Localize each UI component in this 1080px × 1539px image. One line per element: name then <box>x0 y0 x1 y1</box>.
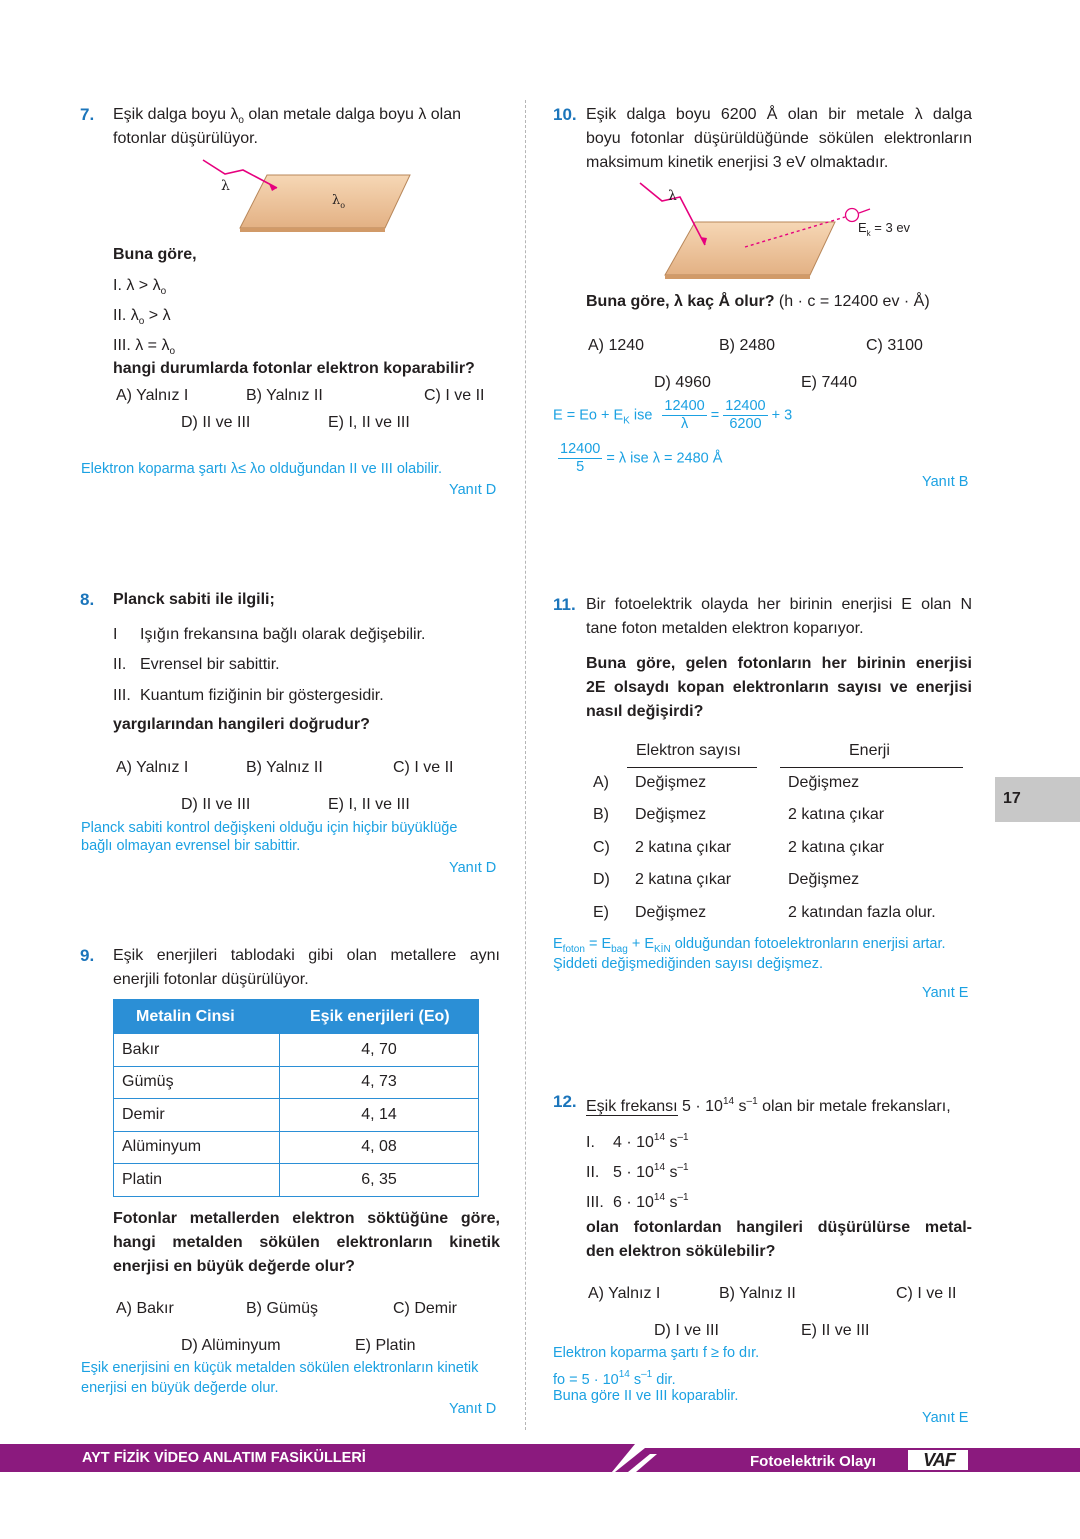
option-e[interactable]: E) Platin <box>355 1337 416 1354</box>
table-row <box>114 1164 479 1197</box>
option-d[interactable]: D) I ve III <box>654 1322 719 1339</box>
solution-line2: Şiddeti değişmediğinden sayısı değişmez. <box>553 956 824 972</box>
table-header: Eşik enerjileri (Eo) <box>280 1000 479 1034</box>
question-text: hangi durumlarda fotonlar elektron koparabilir? <box>113 360 475 377</box>
option-b[interactable]: B) Yalnız II <box>246 387 323 404</box>
option-e-electron-count: Değişmez <box>635 904 707 921</box>
question-number: 9. <box>80 946 95 965</box>
option-a-energy: Değişmez <box>788 774 860 791</box>
header-underline <box>780 767 963 768</box>
question-stem-line2: fotonlar düşürülüyor. <box>113 130 258 147</box>
item-3: III. $6 \cdot 10^{14}$ $s^{-1}$ <box>586 1192 689 1211</box>
solution-line2: bağlı olmayan evrensel bir sabittir. <box>81 838 301 854</box>
photoelectric-figure <box>630 175 930 285</box>
question-stem-line1: Bir fotoelektrik olayda her birinin enerjisi E olan N <box>586 596 972 613</box>
option-d[interactable]: D) II ve III <box>181 796 251 813</box>
answer-label: Yanıt E <box>922 1410 969 1426</box>
header-underline <box>627 767 757 768</box>
threshold-energy-table <box>113 999 479 1197</box>
question-stem-line2: enerjili fotonlar düşürülüyor. <box>113 971 309 988</box>
item-2: II. $5 \cdot 10^{14}$ $s^{-1}$ <box>586 1162 689 1181</box>
option-c-electron-count: 2 katına çıkar <box>635 839 732 856</box>
question-stem: Eşik frekansı $5 \cdot 10^{14}$ $s^{-1}$ olan bir metale frekansları, <box>586 1096 951 1115</box>
footer-series-title: AYT FİZİK VİDEO ANLATIM FASİKÜLLERİ <box>82 1450 366 1466</box>
lambda0-label: $\lambda_o$ <box>332 193 346 210</box>
answer-label: Yanıt E <box>922 985 969 1001</box>
lambda-label: λ <box>668 188 677 204</box>
question-text: yargılarından hangileri doğrudur? <box>113 716 370 733</box>
item-2: II. $\lambda_o > \lambda$ <box>113 307 171 327</box>
question-stem-line1: Eşik dalga boyu 6200 Å olan bir metale λ dalga <box>586 106 972 123</box>
question-number: 11. <box>553 595 576 614</box>
solution-line2: fo = $5 \cdot 10^{14}$ $s^{-1}$ dir. <box>553 1369 676 1388</box>
option-a[interactable]: A) <box>593 774 609 791</box>
table-row <box>114 1131 479 1164</box>
option-e-energy: 2 katından fazla olur. <box>788 904 936 921</box>
electron-icon <box>846 209 859 222</box>
table-cell: Gümüş <box>114 1066 280 1099</box>
question-stem: Planck sabiti ile ilgili; <box>113 591 275 608</box>
option-d[interactable]: D) <box>593 871 610 888</box>
solution-line1: Planck sabiti kontrol değişkeni olduğu için hiçbir büyüklüğe <box>81 820 458 836</box>
table-row <box>114 1099 479 1132</box>
option-e[interactable]: E) II ve III <box>801 1322 870 1339</box>
option-b-electron-count: Değişmez <box>635 806 707 823</box>
option-b[interactable]: B) 2480 <box>719 337 776 354</box>
option-c-energy: 2 katına çıkar <box>788 839 885 856</box>
question-number: 12. <box>553 1092 577 1111</box>
option-a[interactable]: A) 1240 <box>588 337 645 354</box>
option-b[interactable]: B) Gümüş <box>246 1300 319 1317</box>
lambda-label: λ <box>221 178 230 194</box>
option-d[interactable]: D) 4960 <box>654 374 711 391</box>
solution-equation-2: $\frac{12400}{5}$ = λ ise λ = 2480 Å <box>560 441 723 475</box>
option-c[interactable]: C) I ve II <box>393 759 454 776</box>
question-stem-line2: boyu fotonlar düşürüldüğünde sökülen elektronların <box>586 130 972 147</box>
metal-plate-figure <box>195 150 425 240</box>
item-1: I Işığın frekansına bağlı olarak değişebilir. <box>113 626 426 643</box>
column-divider <box>525 100 526 1430</box>
table-row <box>114 1066 479 1099</box>
option-e[interactable]: E) I, II ve III <box>328 414 410 431</box>
answer-label: Yanıt D <box>449 482 497 498</box>
option-a[interactable]: A) Yalnız I <box>588 1285 661 1302</box>
option-d-electron-count: 2 katına çıkar <box>635 871 732 888</box>
solution-line2: enerjisi en büyük değerde olur. <box>81 1380 279 1396</box>
question-line2: den elektron sökülebilir? <box>586 1243 776 1260</box>
option-d[interactable]: D) II ve III <box>181 414 251 431</box>
option-c[interactable]: C) 3100 <box>866 337 923 354</box>
question-stem-line3: maksimum kinetik enerjisi 3 eV olmaktadır. <box>586 154 889 171</box>
item-3: III. $\lambda = \lambda_o$ <box>113 337 176 357</box>
option-c[interactable]: C) <box>593 839 610 856</box>
lead-text: Buna göre, <box>113 246 197 263</box>
option-c[interactable]: C) I ve II <box>424 387 485 404</box>
solution-line1: Eşik enerjisini en küçük metalden sökülen elektronların kinetik <box>81 1360 479 1376</box>
question-stem-line2: tane foton metalden elektron koparıyor. <box>586 620 864 637</box>
table-cell: 4, 73 <box>280 1066 479 1099</box>
question-stem: Eşik dalga boyu $\lambda_o$ olan metale dalga boyu λ olan <box>113 106 462 126</box>
table-cell: 4, 08 <box>280 1131 479 1164</box>
option-e[interactable]: E) <box>593 904 609 921</box>
question-stem: Eşik enerjileri tablodaki gibi olan metallere aynı <box>113 947 500 964</box>
question-line2: 2E olsaydı kopan elektronların sayısı ve enerjisi <box>586 679 972 696</box>
table-cell: Alüminyum <box>114 1131 280 1164</box>
column-header-electron-count: Elektron sayısı <box>636 742 741 759</box>
table-row <box>114 1034 479 1067</box>
table-cell: 4, 14 <box>280 1099 479 1132</box>
option-a[interactable]: A) Bakır <box>116 1300 174 1317</box>
solution-line1: $E_{foton} = E_{bag} + E_{KİN}$ olduğundan fotoelektronların enerjisi artar. <box>553 936 946 955</box>
table-cell: 4, 70 <box>280 1034 479 1067</box>
answer-label: Yanıt D <box>449 860 497 876</box>
footer-topic-title: Fotoelektrik Olayı <box>750 1453 876 1470</box>
option-e[interactable]: E) 7440 <box>801 374 858 391</box>
table-cell: Demir <box>114 1099 280 1132</box>
page-number-tab <box>995 777 1080 822</box>
solution-line3: Buna göre II ve III koparablir. <box>553 1388 739 1404</box>
table-cell: Platin <box>114 1164 280 1197</box>
option-a[interactable]: A) Yalnız I <box>116 759 189 776</box>
question-line1: olan fotonlardan hangileri düşürülürse metal- <box>586 1219 972 1236</box>
solution-equation-1: $E = Eo + E_K$ ise $\frac{12400}{\lambda}$ = $\frac{12400}{6200}$ + 3 <box>553 398 793 432</box>
question-number: 7. <box>80 105 95 124</box>
option-c[interactable]: C) Demir <box>393 1300 457 1317</box>
column-header-energy: Enerji <box>849 742 890 759</box>
option-b[interactable]: B) Yalnız II <box>246 759 323 776</box>
question-text: Buna göre, λ kaç Å olur? (h · c = 12400 ev · Å) <box>586 293 930 310</box>
item-1: I. $4 \cdot 10^{14}$ $s^{-1}$ <box>586 1132 689 1151</box>
option-a[interactable]: A) Yalnız I <box>116 387 189 404</box>
option-b-energy: 2 katına çıkar <box>788 806 885 823</box>
option-c[interactable]: C) I ve II <box>896 1285 957 1302</box>
option-d-energy: Değişmez <box>788 871 860 888</box>
question-line3: nasıl değişirdi? <box>586 703 704 720</box>
item-1: I. $\lambda > \lambda_o$ <box>113 277 167 297</box>
question-line1: Fotonlar metallerden elektron söktüğüne göre, <box>113 1210 500 1227</box>
option-b[interactable]: B) <box>593 806 609 823</box>
question-line2: hangi metalden sökülen elektronların kinetik <box>113 1234 500 1251</box>
option-b[interactable]: B) Yalnız II <box>719 1285 796 1302</box>
answer-label: Yanıt D <box>449 1401 497 1417</box>
question-number: 10. <box>553 105 577 124</box>
table-header: Metalin Cinsi <box>114 1000 280 1034</box>
publisher-logo: VAF <box>923 1450 955 1470</box>
answer-label: Yanıt B <box>922 474 969 490</box>
table-cell: 6, 35 <box>280 1164 479 1197</box>
solution-line1: Elektron koparma şartı f ≥ fo dır. <box>553 1345 760 1361</box>
question-number: 8. <box>80 590 95 609</box>
page-number: 17 <box>1003 790 1021 807</box>
question-line3: enerjisi en büyük değerde olur? <box>113 1258 355 1275</box>
option-a-electron-count: Değişmez <box>635 774 707 791</box>
table-cell: Bakır <box>114 1034 280 1067</box>
item-3: III. Kuantum fiziğinin bir göstergesidir. <box>113 687 384 704</box>
solution-text: Elektron koparma şartı λ≤ λo olduğundan II ve III olabilir. <box>81 461 442 477</box>
kinetic-energy-label: $E_k = 3$ ev <box>858 220 911 238</box>
item-2: II. Evrensel bir sabittir. <box>113 656 280 673</box>
option-d[interactable]: D) Alüminyum <box>181 1337 281 1354</box>
option-e[interactable]: E) I, II ve III <box>328 796 410 813</box>
question-line1: Buna göre, gelen fotonların her birinin enerjisi <box>586 655 972 672</box>
